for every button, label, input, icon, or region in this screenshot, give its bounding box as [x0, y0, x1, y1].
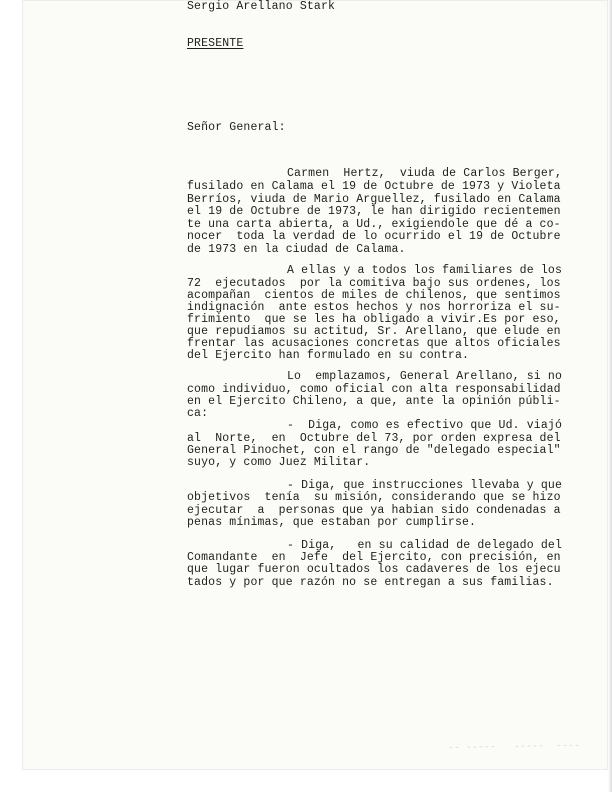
paragraph-line: Berríos, viuda de Mario Arguellez, fusilado en Calama [187, 193, 561, 206]
paragraph-line: que lugar fueron ocultados los cadaveres de los ejecu [187, 563, 561, 576]
paragraph-line: como individuo, como oficial con alta responsabilidad [187, 383, 561, 396]
paragraph-line: 72 ejecutados por la comitiva bajo sus ordenes, los [187, 277, 561, 290]
paragraph-line: al Norte, en Octubre del 73, por orden expresa del [187, 432, 561, 445]
paragraph-line: A ellas y a todos los familiares de los [287, 264, 562, 277]
paragraph-line: - Diga, que instrucciones llevaba y que [287, 479, 562, 492]
paragraph-line: frentar las acusaciones concretas que altos oficiales [187, 337, 561, 350]
paragraph-line: Carmen Hertz, viuda de Carlos Berger, [287, 167, 562, 180]
page-edge [608, 0, 612, 792]
paragraph-line: fusilado en Calama el 19 de Octubre de 1973 y Violeta [187, 180, 561, 193]
paragraph-line: penas mínimas, que estaban por cumplirse. [187, 516, 477, 529]
presente-heading: PRESENTE [187, 37, 244, 50]
paragraph-line: del Ejercito han formulado en su contra. [187, 349, 470, 362]
bleed-through-text: -- ----- ----- ---- [447, 740, 581, 755]
paragraph-line: acompañan cientos de miles de chilenos, que sentimos [187, 289, 561, 302]
paragraph-line: en el Ejercito Chileno, a que, ante la opinión públi- [187, 395, 561, 408]
paragraph-line: - Diga, en su calidad de delegado del [287, 539, 562, 552]
paragraph-line: de 1973 en la ciudad de Calama. [187, 243, 406, 256]
salutation: Señor General: [187, 121, 286, 134]
paragraph-line: indignación ante estos hechos y nos horroriza el su- [187, 301, 561, 314]
paragraph-line: frimiento que se les ha obligado a vivir.Es por eso, [187, 313, 561, 326]
paragraph-line: tados y por que razón no se entregan a sus familias. [187, 576, 554, 589]
paragraph-line: Lo emplazamos, General Arellano, si no [287, 370, 562, 383]
paragraph-line: objetivos tenía su misión, considerando que se hizo [187, 491, 561, 504]
paragraph-line: suyo, y como Juez Militar. [187, 456, 371, 469]
paragraph-line: ejecutar a personas que ya habian sido condenadas a [187, 504, 561, 517]
addressee-name: Sergio Arellano Stark [187, 0, 336, 13]
paragraph-line: - Diga, como es efectivo que Ud. viajó [287, 419, 562, 432]
paragraph-line: Comandante en Jefe del Ejercito, con precisión, en [187, 551, 561, 564]
paragraph-line: ca: [187, 407, 209, 420]
paragraph-line: General Pinochet, con el rango de "delegado especial" [187, 444, 561, 457]
paragraph-line: te una carta abierta, a Ud., exigiendole que dé a co- [187, 218, 561, 231]
paragraph-line: que repudiamos su actitud, Sr. Arellano, que elude en [187, 325, 561, 338]
paragraph-line: nocer toda la verdad de lo ocurrido el 19 de Octubre [187, 230, 561, 243]
paragraph-line: el 19 de Octubre de 1973, le han dirigido recientemen [187, 205, 561, 218]
